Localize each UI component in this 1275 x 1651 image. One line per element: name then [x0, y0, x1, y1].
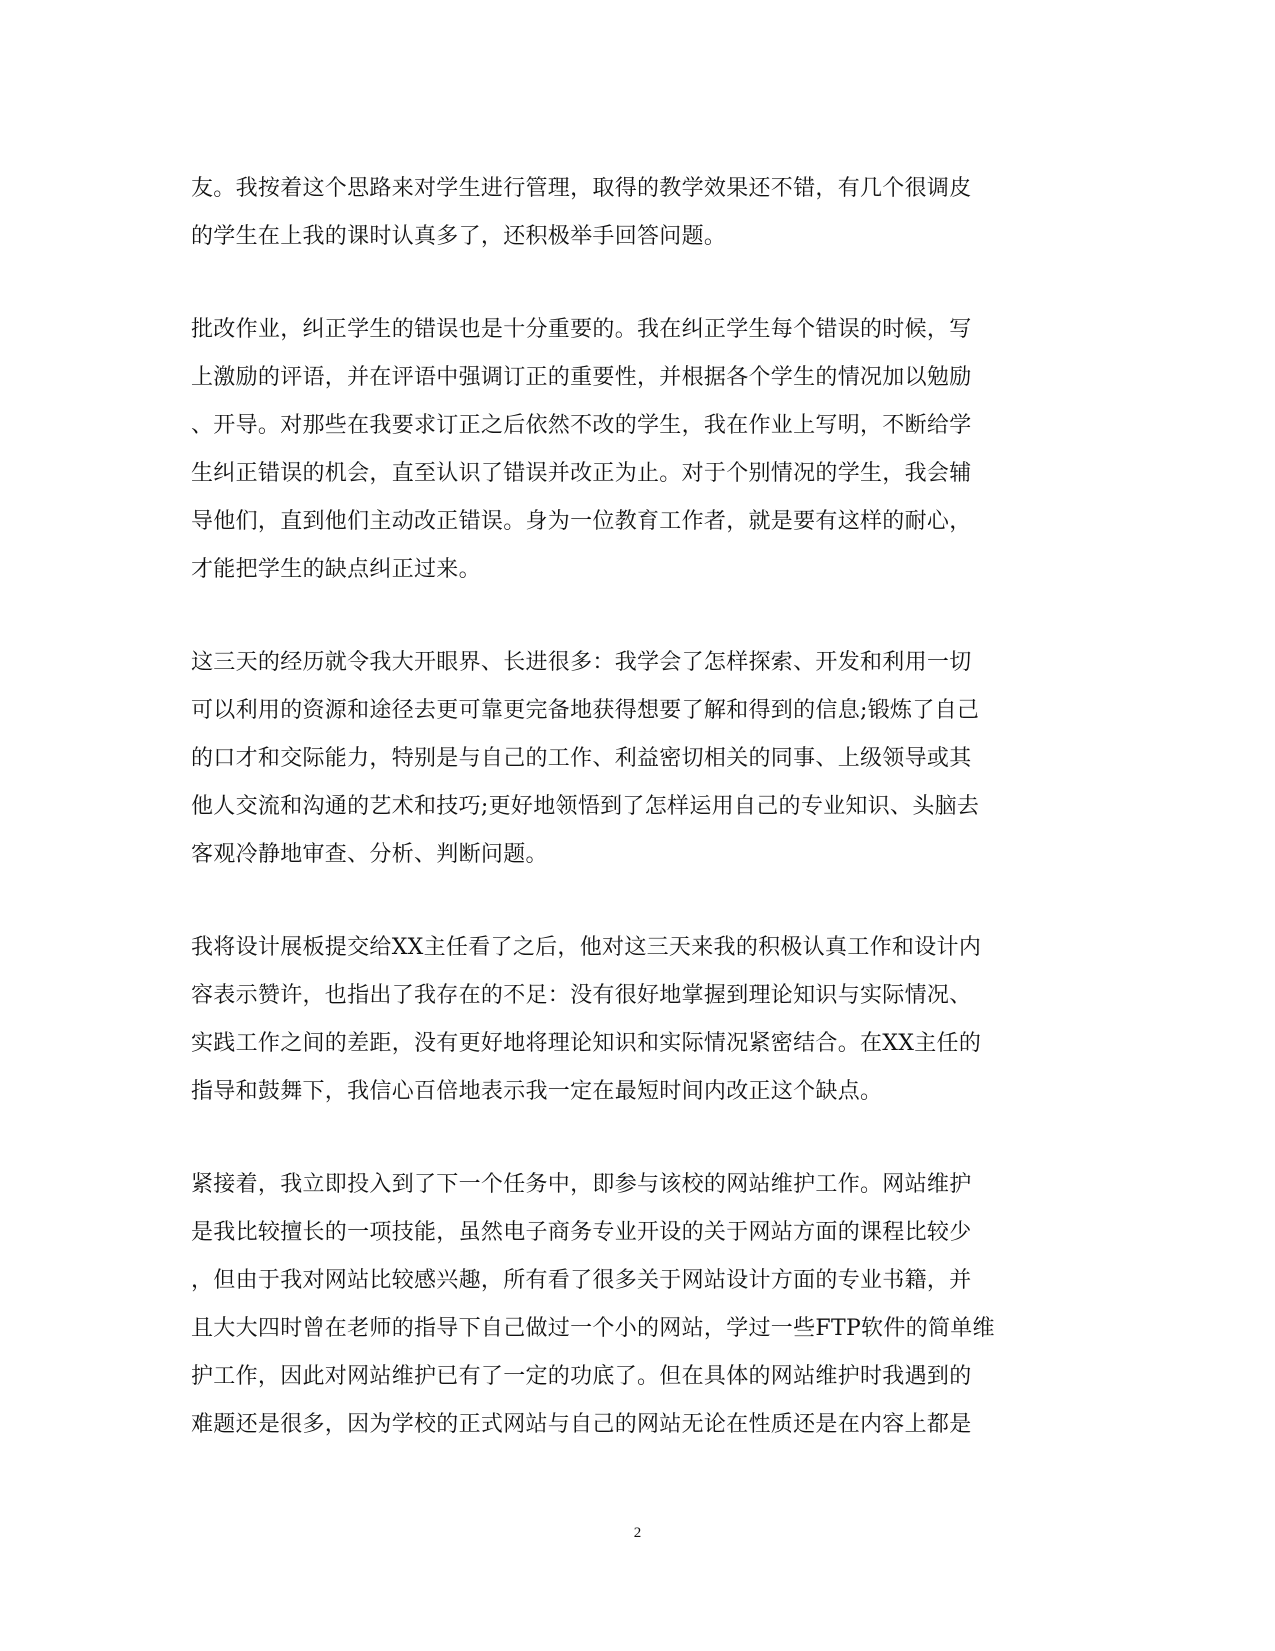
paragraph-2 — [191, 306, 1071, 594]
paragraph-5 — [191, 1161, 1071, 1449]
text-line: 容表示赞许，也指出了我存在的不足：没有很好地掌握到理论知识与实际情况、 — [191, 983, 972, 1008]
text-line: 的学生在上我的课时认真多了，还积极举手回答问题。 — [191, 224, 727, 249]
text-line: 才能把学生的缺点纠正过来。 — [191, 557, 481, 582]
text-line: 我将设计展板提交给XX主任看了之后，他对这三天来我的积极认真工作和设计内 — [191, 935, 982, 960]
text-line: 紧接着，我立即投入到了下一个任务中，即参与该校的网站维护工作。网站维护 — [191, 1172, 972, 1197]
text-line: 客观冷静地审查、分析、判断问题。 — [191, 842, 548, 867]
paragraph-1 — [191, 165, 1071, 261]
text-line: 可以利用的资源和途径去更可靠更完备地获得想要了解和得到的信息;锻炼了自己 — [191, 698, 980, 723]
text-line: 批改作业，纠正学生的错误也是十分重要的。我在纠正学生每个错误的时候，写 — [191, 317, 972, 342]
body-text — [191, 165, 1071, 1494]
text-line: 难题还是很多，因为学校的正式网站与自己的网站无论在性质还是在内容上都是 — [191, 1412, 972, 1437]
text-line: 、开导。对那些在我要求订正之后依然不改的学生，我在作业上写明，不断给学 — [191, 413, 972, 438]
text-line: 是我比较擅长的一项技能，虽然电子商务专业开设的关于网站方面的课程比较少 — [191, 1220, 972, 1245]
text-line: 上激励的评语，并在评语中强调订正的重要性，并根据各个学生的情况加以勉励 — [191, 365, 972, 390]
page-number: 2 — [633, 1525, 642, 1541]
text-line: 这三天的经历就令我大开眼界、长进很多：我学会了怎样探索、开发和利用一切 — [191, 650, 972, 675]
text-line: 指导和鼓舞下，我信心百倍地表示我一定在最短时间内改正这个缺点。 — [191, 1079, 883, 1104]
text-line: 实践工作之间的差距，没有更好地将理论知识和实际情况紧密结合。在XX主任的 — [191, 1031, 982, 1056]
text-line: 他人交流和沟通的艺术和技巧;更好地领悟到了怎样运用自己的专业知识、头脑去 — [191, 794, 980, 819]
paragraph-4 — [191, 924, 1071, 1116]
text-line: 的口才和交际能力，特别是与自己的工作、利益密切相关的同事、上级领导或其 — [191, 746, 972, 771]
text-line: 且大大四时曾在老师的指导下自己做过一个小的网站，学过一些FTP软件的简单维 — [191, 1316, 995, 1341]
text-line: 友。我按着这个思路来对学生进行管理，取得的教学效果还不错，有几个很调皮 — [191, 176, 972, 201]
text-line: 生纠正错误的机会，直至认识了错误并改正为止。对于个别情况的学生，我会辅 — [191, 461, 972, 486]
text-line: 导他们，直到他们主动改正错误。身为一位教育工作者，就是要有这样的耐心， — [191, 509, 972, 534]
paragraph-3 — [191, 639, 1071, 879]
text-line: 护工作，因此对网站维护已有了一定的功底了。但在具体的网站维护时我遇到的 — [191, 1364, 972, 1389]
text-line: ，但由于我对网站比较感兴趣，所有看了很多关于网站设计方面的专业书籍，并 — [191, 1268, 972, 1293]
